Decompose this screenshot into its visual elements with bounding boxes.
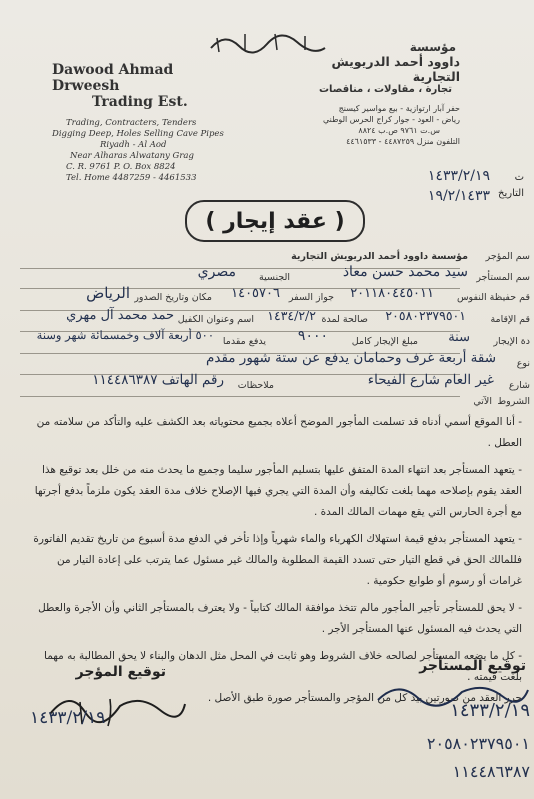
type-label: نوع	[516, 358, 530, 369]
lessor-signature-label: توقيع المؤجر	[75, 664, 166, 680]
document-title: ( عقد إيجار )	[185, 200, 365, 242]
ar-company-name: داوود أحمد الدريويش التجارية	[331, 54, 460, 84]
en-company-name: Dawood Ahmad Drweesh	[52, 62, 174, 94]
ar-line: رياض - العود - جوار كراج الحرس الوطني	[322, 115, 460, 124]
conditions-label: الشروط	[497, 396, 530, 407]
date-labels	[488, 170, 524, 202]
rent-label: مبلغ الإيجار كامل	[351, 336, 418, 347]
nationality-label: الجنسية	[259, 272, 290, 283]
date-hijri-2: ١٩/٢/١٤٣٣	[427, 188, 490, 204]
lessor-signature-date: ١٤٣٣/٢/١٩	[30, 708, 106, 728]
tenant-value: سيد محمد حسن معاذ	[342, 264, 468, 280]
ar-line: التلفون منزل ٤٤٨٧٢٥٩ - ٤٤٦١٥٣٣	[346, 137, 460, 146]
ar-line: حفر آبار ارتوازية - بيع مواسير كيسنج	[338, 104, 460, 113]
street-value: غير العام شارع الفيحاء	[367, 372, 494, 388]
clause-item: - كل ما يضعه المستأجر لصالحه خلاف الشروط وهو ثابت في المحل مثل الدهان والبناء لا يحق المطالبة به مهما بلغت قيمته .	[44, 650, 522, 683]
date-label: التاريخ	[498, 188, 524, 199]
tenant-phone-number: ١١٤٤٨٦٣٨٧	[452, 762, 530, 781]
en-company-sub: Trading Est.	[92, 94, 188, 110]
iqama-value: ٢٠٥٨٠٢٣٧٩٥٠١	[385, 308, 466, 323]
paid-label: يدفع مقدما	[222, 336, 266, 347]
passport-label: جواز السفر	[288, 292, 334, 303]
clause-item: - يتعهد المستأجر بدفع قيمة استهلاك الكهرباء والماء شهرياً وإذا تأخر في الدفع مدة أسبوع من تاريخ تقديم الفاتورة فللمالك الحق في قطع التيار حتى تسدد القيمة المطلوبة والمالك غير مسئول عما يترتب على إعادة التيار من غرامات أو رسوم أو طوابع حكومية .	[33, 533, 522, 587]
header-english	[52, 62, 242, 184]
duration-value: سنة	[448, 330, 470, 345]
issue-label: مكان وتاريخ الصدور	[134, 292, 212, 303]
en-line: Riyadh - Al Aod	[100, 140, 167, 150]
clause-item: - يتعهد المستأجر بعد انتهاء المدة المتفق عليها بتسليم المأجور سليما وجميع ما يحدث منه من خلل بعد توقيع هذا العقد يقوم بإصلاحه مهما بلغت تكاليفه وأن المدة التي يجري فيها الإصلاح خلاف مدة العقد يكون ملزماً بدفع أجرتها مع أجرة الحارس التي يقع مهمات المالك المدة .	[34, 464, 522, 518]
start-value: ١٤٣٤/٢/٢	[267, 308, 316, 323]
type-value: شقة أربعة غرف وحمامان يدفع عن ستة شهور مقدم	[206, 350, 496, 366]
iqama-label: قم الإقامة	[490, 314, 530, 325]
en-line: Tel. Home 4487259 - 4461533	[66, 173, 197, 183]
nationality-value: مصري	[197, 264, 236, 280]
start-label: صالحة لمدة	[321, 314, 368, 325]
en-line: Digging Deep, Holes Selling Cave Pipes	[52, 129, 224, 139]
tenant-label: سم المستأجر	[476, 272, 530, 283]
sponsor-value: حمد محمد آل مهري	[66, 308, 174, 323]
date-values	[370, 166, 490, 206]
tenant-signature-date: ١٤٣٣/٢/١٩	[450, 700, 530, 721]
ar-est-label: مؤسسة	[409, 40, 456, 54]
conditions-value: الآتي	[473, 396, 492, 407]
lessor-value: مؤسسة داوود أحمد الدريويش التجارية	[291, 251, 468, 262]
id-value: ٢٠١١٨٠٤٤٥٠١١	[350, 286, 434, 301]
clause-item: حرر العقد من صورتين بيد كل من المؤجر والمستأجر صورة طبق الأصل .	[207, 692, 522, 704]
header-arabic	[300, 40, 460, 147]
sponsor-label: اسم وعنوان الكفيل	[177, 314, 254, 325]
en-line: Trading, Contracters, Tenders	[66, 118, 197, 128]
fields-section	[0, 240, 534, 400]
rent-value: ٩٠٠٠	[297, 328, 328, 344]
duration-label: دة الإيجار	[493, 336, 530, 347]
tenant-id-number: ٢٠٥٨٠٢٣٧٩٥٠١	[426, 734, 530, 753]
en-line: Near Alharas Alwatany Grag	[70, 151, 194, 161]
date-label: ت	[514, 172, 524, 183]
id-label: قم حفيظة النفوس	[456, 292, 530, 303]
clause-item: - لا يحق للمستأجر تأجير المأجور مالم تتخذ موافقة المالك كتابياً - ولا يعترف بالمستأجر الثاني وأن الأجرة والعطل التي يحدث فيه المسئول عنها المستأجر الأجر .	[38, 602, 522, 635]
tenant-signature-name	[380, 674, 530, 689]
tenant-signature-label: توقيع المستأجر	[419, 658, 526, 674]
issue-value: الرياض	[86, 284, 130, 302]
passport-value: ١٤٠٥٧٠٦	[231, 286, 280, 301]
ar-line: س.ت ٩٧٦١ ص.ب ٨٨٢٤	[358, 126, 440, 135]
lessor-label: سم المؤجر	[485, 251, 530, 262]
ar-line: تجارة ، مقاولات ، مناقصات	[319, 84, 452, 95]
date-hijri-1: ١٤٣٣/٢/١٩	[427, 168, 490, 184]
street-label: شارع	[508, 380, 530, 391]
clause-item: - أنا الموقع أسمي أدناه قد تسلمت المأجور الموضح أعلاه بجميع محتوياته بعد الكشف عليه والتأكد من سلامته من العطل .	[36, 416, 522, 449]
paid-value: ٥٠٠ أربعة آلاف وخمسمائة شهر وسنة	[36, 328, 214, 342]
notes-label: ملاحظات	[237, 380, 274, 391]
en-line: C. R. 9761 P. O. Box 8824	[66, 162, 176, 172]
notes-value: رقم الهاتف ١١٤٤٨٦٣٨٧	[92, 372, 224, 388]
